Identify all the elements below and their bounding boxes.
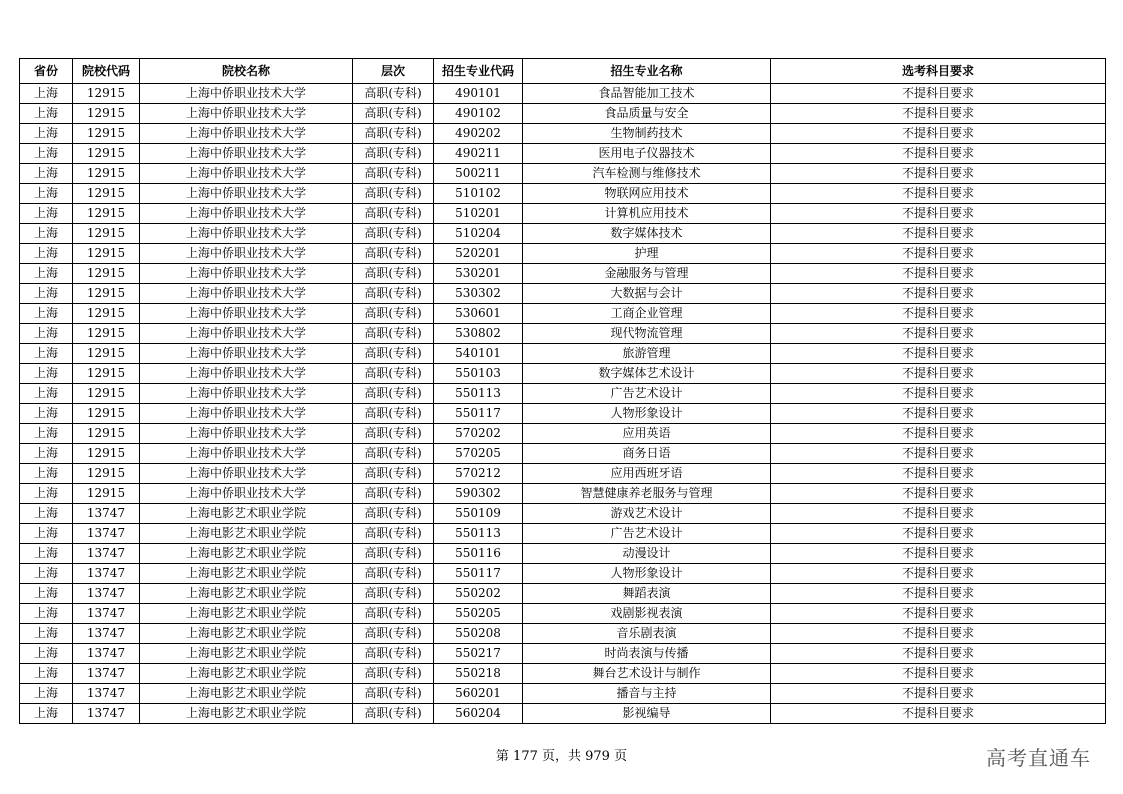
cell-major-name: 商务日语 [523, 444, 771, 464]
cell-province: 上海 [20, 544, 73, 564]
table-row [20, 404, 1106, 424]
cell-major-name: 影视编导 [523, 704, 771, 724]
cell-major-name: 汽车检测与维修技术 [523, 164, 771, 184]
cell-subject-requirement: 不提科目要求 [771, 184, 1106, 204]
cell-subject-requirement: 不提科目要求 [771, 664, 1106, 684]
cell-subject-requirement: 不提科目要求 [771, 244, 1106, 264]
table-row [20, 104, 1106, 124]
cell-school-code: 12915 [73, 484, 140, 504]
table-row [20, 344, 1106, 364]
cell-major-name: 动漫设计 [523, 544, 771, 564]
table-row [20, 204, 1106, 224]
cell-school-name: 上海中侨职业技术大学 [140, 84, 353, 104]
cell-level: 高职(专科) [353, 484, 434, 504]
cell-school-code: 12915 [73, 324, 140, 344]
cell-major-code: 490101 [434, 84, 523, 104]
cell-major-code: 500211 [434, 164, 523, 184]
cell-school-code: 13747 [73, 504, 140, 524]
cell-school-code: 13747 [73, 524, 140, 544]
cell-school-name: 上海电影艺术职业学院 [140, 704, 353, 724]
cell-school-code: 12915 [73, 124, 140, 144]
table-row [20, 424, 1106, 444]
cell-major-name: 广告艺术设计 [523, 384, 771, 404]
cell-subject-requirement: 不提科目要求 [771, 424, 1106, 444]
cell-province: 上海 [20, 104, 73, 124]
cell-school-name: 上海电影艺术职业学院 [140, 584, 353, 604]
cell-major-name: 播音与主持 [523, 684, 771, 704]
cell-school-name: 上海中侨职业技术大学 [140, 124, 353, 144]
cell-school-code: 12915 [73, 384, 140, 404]
cell-major-name: 现代物流管理 [523, 324, 771, 344]
cell-level: 高职(专科) [353, 564, 434, 584]
cell-major-code: 550109 [434, 504, 523, 524]
cell-province: 上海 [20, 624, 73, 644]
cell-school-name: 上海中侨职业技术大学 [140, 344, 353, 364]
cell-level: 高职(专科) [353, 444, 434, 464]
cell-major-code: 550205 [434, 604, 523, 624]
table-row [20, 644, 1106, 664]
cell-subject-requirement: 不提科目要求 [771, 444, 1106, 464]
table-row [20, 604, 1106, 624]
cell-province: 上海 [20, 424, 73, 444]
table-row [20, 164, 1106, 184]
cell-major-name: 金融服务与管理 [523, 264, 771, 284]
cell-major-code: 490211 [434, 144, 523, 164]
cell-school-name: 上海中侨职业技术大学 [140, 164, 353, 184]
cell-school-code: 12915 [73, 304, 140, 324]
cell-subject-requirement: 不提科目要求 [771, 224, 1106, 244]
cell-major-name: 游戏艺术设计 [523, 504, 771, 524]
cell-province: 上海 [20, 364, 73, 384]
cell-major-name: 智慧健康养老服务与管理 [523, 484, 771, 504]
table-row [20, 144, 1106, 164]
table-row [20, 224, 1106, 244]
cell-province: 上海 [20, 404, 73, 424]
cell-major-name: 数字媒体技术 [523, 224, 771, 244]
cell-school-code: 13747 [73, 564, 140, 584]
cell-level: 高职(专科) [353, 164, 434, 184]
cell-school-code: 12915 [73, 284, 140, 304]
cell-major-code: 550217 [434, 644, 523, 664]
cell-school-name: 上海中侨职业技术大学 [140, 404, 353, 424]
cell-school-code: 13747 [73, 584, 140, 604]
cell-school-name: 上海电影艺术职业学院 [140, 564, 353, 584]
cell-province: 上海 [20, 524, 73, 544]
table-row [20, 264, 1106, 284]
cell-school-code: 12915 [73, 424, 140, 444]
cell-major-code: 510102 [434, 184, 523, 204]
cell-major-name: 物联网应用技术 [523, 184, 771, 204]
cell-school-name: 上海电影艺术职业学院 [140, 604, 353, 624]
cell-school-code: 12915 [73, 404, 140, 424]
cell-province: 上海 [20, 384, 73, 404]
cell-subject-requirement: 不提科目要求 [771, 404, 1106, 424]
cell-province: 上海 [20, 264, 73, 284]
cell-major-name: 护理 [523, 244, 771, 264]
cell-province: 上海 [20, 444, 73, 464]
cell-major-name: 大数据与会计 [523, 284, 771, 304]
cell-major-name: 计算机应用技术 [523, 204, 771, 224]
table-row [20, 124, 1106, 144]
cell-major-code: 570205 [434, 444, 523, 464]
cell-school-name: 上海中侨职业技术大学 [140, 424, 353, 444]
cell-level: 高职(专科) [353, 304, 434, 324]
cell-subject-requirement: 不提科目要求 [771, 504, 1106, 524]
cell-level: 高职(专科) [353, 424, 434, 444]
cell-major-code: 550208 [434, 624, 523, 644]
cell-subject-requirement: 不提科目要求 [771, 104, 1106, 124]
cell-province: 上海 [20, 204, 73, 224]
cell-school-code: 12915 [73, 104, 140, 124]
table-row [20, 324, 1106, 344]
cell-major-name: 应用西班牙语 [523, 464, 771, 484]
cell-major-code: 490102 [434, 104, 523, 124]
cell-province: 上海 [20, 564, 73, 584]
cell-school-code: 12915 [73, 184, 140, 204]
cell-province: 上海 [20, 84, 73, 104]
cell-province: 上海 [20, 144, 73, 164]
cell-level: 高职(专科) [353, 104, 434, 124]
cell-subject-requirement: 不提科目要求 [771, 484, 1106, 504]
cell-subject-requirement: 不提科目要求 [771, 464, 1106, 484]
cell-subject-requirement: 不提科目要求 [771, 564, 1106, 584]
cell-school-name: 上海电影艺术职业学院 [140, 624, 353, 644]
cell-major-code: 550117 [434, 404, 523, 424]
cell-school-name: 上海中侨职业技术大学 [140, 104, 353, 124]
cell-subject-requirement: 不提科目要求 [771, 684, 1106, 704]
cell-school-name: 上海中侨职业技术大学 [140, 284, 353, 304]
cell-subject-requirement: 不提科目要求 [771, 644, 1106, 664]
cell-province: 上海 [20, 304, 73, 324]
cell-major-code: 530201 [434, 264, 523, 284]
cell-school-code: 12915 [73, 84, 140, 104]
cell-school-name: 上海中侨职业技术大学 [140, 444, 353, 464]
cell-school-name: 上海中侨职业技术大学 [140, 204, 353, 224]
cell-major-code: 530601 [434, 304, 523, 324]
table-row [20, 284, 1106, 304]
cell-level: 高职(专科) [353, 544, 434, 564]
cell-province: 上海 [20, 504, 73, 524]
cell-subject-requirement: 不提科目要求 [771, 324, 1106, 344]
cell-province: 上海 [20, 664, 73, 684]
cell-subject-requirement: 不提科目要求 [771, 384, 1106, 404]
cell-subject-requirement: 不提科目要求 [771, 364, 1106, 384]
table-row [20, 384, 1106, 404]
cell-major-name: 舞台艺术设计与制作 [523, 664, 771, 684]
cell-school-code: 13747 [73, 544, 140, 564]
cell-major-code: 520201 [434, 244, 523, 264]
admission-requirements-table [19, 58, 1106, 724]
cell-major-code: 530302 [434, 284, 523, 304]
cell-school-name: 上海电影艺术职业学院 [140, 544, 353, 564]
cell-major-code: 570202 [434, 424, 523, 444]
cell-province: 上海 [20, 324, 73, 344]
cell-school-code: 12915 [73, 264, 140, 284]
cell-school-code: 12915 [73, 464, 140, 484]
cell-province: 上海 [20, 604, 73, 624]
cell-subject-requirement: 不提科目要求 [771, 544, 1106, 564]
cell-school-code: 13747 [73, 604, 140, 624]
header-major-code: 招生专业代码 [434, 59, 523, 84]
cell-major-name: 食品质量与安全 [523, 104, 771, 124]
cell-level: 高职(专科) [353, 284, 434, 304]
table-row [20, 244, 1106, 264]
cell-major-code: 540101 [434, 344, 523, 364]
cell-school-code: 13747 [73, 664, 140, 684]
cell-major-code: 570212 [434, 464, 523, 484]
cell-level: 高职(专科) [353, 324, 434, 344]
cell-level: 高职(专科) [353, 704, 434, 724]
table-row [20, 464, 1106, 484]
cell-school-code: 12915 [73, 444, 140, 464]
table-row [20, 524, 1106, 544]
cell-province: 上海 [20, 704, 73, 724]
header-school-code: 院校代码 [73, 59, 140, 84]
table-row [20, 504, 1106, 524]
cell-subject-requirement: 不提科目要求 [771, 344, 1106, 364]
cell-major-code: 510204 [434, 224, 523, 244]
cell-subject-requirement: 不提科目要求 [771, 624, 1106, 644]
cell-province: 上海 [20, 224, 73, 244]
cell-subject-requirement: 不提科目要求 [771, 84, 1106, 104]
cell-major-code: 550116 [434, 544, 523, 564]
cell-level: 高职(专科) [353, 524, 434, 544]
cell-level: 高职(专科) [353, 204, 434, 224]
header-level: 层次 [353, 59, 434, 84]
cell-major-name: 生物制药技术 [523, 124, 771, 144]
page-number: 第 177 页，共 979 页 [495, 749, 628, 764]
table-row [20, 684, 1106, 704]
cell-level: 高职(专科) [353, 144, 434, 164]
cell-major-code: 550113 [434, 384, 523, 404]
cell-subject-requirement: 不提科目要求 [771, 264, 1106, 284]
cell-level: 高职(专科) [353, 184, 434, 204]
cell-school-code: 12915 [73, 344, 140, 364]
table-row [20, 704, 1106, 724]
cell-school-code: 12915 [73, 244, 140, 264]
cell-school-name: 上海电影艺术职业学院 [140, 664, 353, 684]
cell-major-name: 人物形象设计 [523, 564, 771, 584]
cell-major-name: 医用电子仪器技术 [523, 144, 771, 164]
cell-subject-requirement: 不提科目要求 [771, 704, 1106, 724]
cell-major-name: 人物形象设计 [523, 404, 771, 424]
cell-level: 高职(专科) [353, 624, 434, 644]
cell-level: 高职(专科) [353, 264, 434, 284]
cell-province: 上海 [20, 184, 73, 204]
cell-school-name: 上海中侨职业技术大学 [140, 384, 353, 404]
cell-major-name: 食品智能加工技术 [523, 84, 771, 104]
cell-school-name: 上海中侨职业技术大学 [140, 304, 353, 324]
cell-major-code: 550113 [434, 524, 523, 544]
cell-major-name: 音乐剧表演 [523, 624, 771, 644]
cell-subject-requirement: 不提科目要求 [771, 144, 1106, 164]
table-row [20, 184, 1106, 204]
table-row [20, 564, 1106, 584]
cell-major-code: 550218 [434, 664, 523, 684]
cell-level: 高职(专科) [353, 364, 434, 384]
cell-major-code: 550117 [434, 564, 523, 584]
cell-major-name: 应用英语 [523, 424, 771, 444]
table-header-row [20, 59, 1106, 84]
cell-major-code: 510201 [434, 204, 523, 224]
cell-school-name: 上海中侨职业技术大学 [140, 324, 353, 344]
cell-school-code: 12915 [73, 204, 140, 224]
cell-major-name: 时尚表演与传播 [523, 644, 771, 664]
cell-level: 高职(专科) [353, 664, 434, 684]
cell-subject-requirement: 不提科目要求 [771, 584, 1106, 604]
cell-major-code: 490202 [434, 124, 523, 144]
cell-major-name: 戏剧影视表演 [523, 604, 771, 624]
cell-school-name: 上海中侨职业技术大学 [140, 484, 353, 504]
cell-school-name: 上海中侨职业技术大学 [140, 184, 353, 204]
cell-subject-requirement: 不提科目要求 [771, 284, 1106, 304]
cell-school-name: 上海电影艺术职业学院 [140, 684, 353, 704]
table-row [20, 84, 1106, 104]
cell-major-name: 数字媒体艺术设计 [523, 364, 771, 384]
table-row [20, 624, 1106, 644]
cell-school-name: 上海电影艺术职业学院 [140, 524, 353, 544]
cell-level: 高职(专科) [353, 244, 434, 264]
cell-level: 高职(专科) [353, 404, 434, 424]
cell-major-code: 530802 [434, 324, 523, 344]
header-province: 省份 [20, 59, 73, 84]
cell-school-name: 上海电影艺术职业学院 [140, 504, 353, 524]
cell-province: 上海 [20, 584, 73, 604]
cell-province: 上海 [20, 464, 73, 484]
cell-school-name: 上海中侨职业技术大学 [140, 364, 353, 384]
cell-school-name: 上海中侨职业技术大学 [140, 224, 353, 244]
cell-level: 高职(专科) [353, 604, 434, 624]
cell-province: 上海 [20, 244, 73, 264]
cell-school-code: 12915 [73, 224, 140, 244]
cell-province: 上海 [20, 684, 73, 704]
cell-level: 高职(专科) [353, 84, 434, 104]
table-row [20, 584, 1106, 604]
cell-school-code: 13747 [73, 644, 140, 664]
table-body [20, 84, 1106, 724]
header-major-name: 招生专业名称 [523, 59, 771, 84]
cell-subject-requirement: 不提科目要求 [771, 524, 1106, 544]
cell-province: 上海 [20, 284, 73, 304]
cell-province: 上海 [20, 344, 73, 364]
cell-school-code: 12915 [73, 144, 140, 164]
cell-school-code: 13747 [73, 704, 140, 724]
cell-province: 上海 [20, 124, 73, 144]
cell-major-code: 550103 [434, 364, 523, 384]
cell-province: 上海 [20, 164, 73, 184]
cell-school-name: 上海中侨职业技术大学 [140, 264, 353, 284]
cell-school-name: 上海中侨职业技术大学 [140, 464, 353, 484]
cell-subject-requirement: 不提科目要求 [771, 304, 1106, 324]
cell-school-code: 12915 [73, 364, 140, 384]
header-subject-requirement: 选考科目要求 [771, 59, 1106, 84]
table-row [20, 664, 1106, 684]
cell-level: 高职(专科) [353, 684, 434, 704]
watermark-logo: 高考直通车 [986, 746, 1091, 770]
cell-level: 高职(专科) [353, 584, 434, 604]
cell-level: 高职(专科) [353, 344, 434, 364]
cell-major-name: 工商企业管理 [523, 304, 771, 324]
header-school-name: 院校名称 [140, 59, 353, 84]
table-row [20, 484, 1106, 504]
cell-major-name: 广告艺术设计 [523, 524, 771, 544]
cell-school-code: 13747 [73, 684, 140, 704]
cell-subject-requirement: 不提科目要求 [771, 124, 1106, 144]
cell-school-code: 13747 [73, 624, 140, 644]
cell-major-code: 560204 [434, 704, 523, 724]
cell-subject-requirement: 不提科目要求 [771, 604, 1106, 624]
cell-school-name: 上海电影艺术职业学院 [140, 644, 353, 664]
cell-major-code: 550202 [434, 584, 523, 604]
table-row [20, 364, 1106, 384]
cell-major-name: 舞蹈表演 [523, 584, 771, 604]
cell-level: 高职(专科) [353, 384, 434, 404]
table-row [20, 444, 1106, 464]
cell-level: 高职(专科) [353, 504, 434, 524]
cell-province: 上海 [20, 484, 73, 504]
cell-level: 高职(专科) [353, 224, 434, 244]
cell-level: 高职(专科) [353, 464, 434, 484]
cell-school-code: 12915 [73, 164, 140, 184]
cell-major-name: 旅游管理 [523, 344, 771, 364]
cell-level: 高职(专科) [353, 124, 434, 144]
cell-level: 高职(专科) [353, 644, 434, 664]
table-row [20, 544, 1106, 564]
table-row [20, 304, 1106, 324]
cell-province: 上海 [20, 644, 73, 664]
cell-major-code: 590302 [434, 484, 523, 504]
cell-subject-requirement: 不提科目要求 [771, 204, 1106, 224]
cell-school-name: 上海中侨职业技术大学 [140, 244, 353, 264]
cell-school-name: 上海中侨职业技术大学 [140, 144, 353, 164]
cell-major-code: 560201 [434, 684, 523, 704]
cell-subject-requirement: 不提科目要求 [771, 164, 1106, 184]
